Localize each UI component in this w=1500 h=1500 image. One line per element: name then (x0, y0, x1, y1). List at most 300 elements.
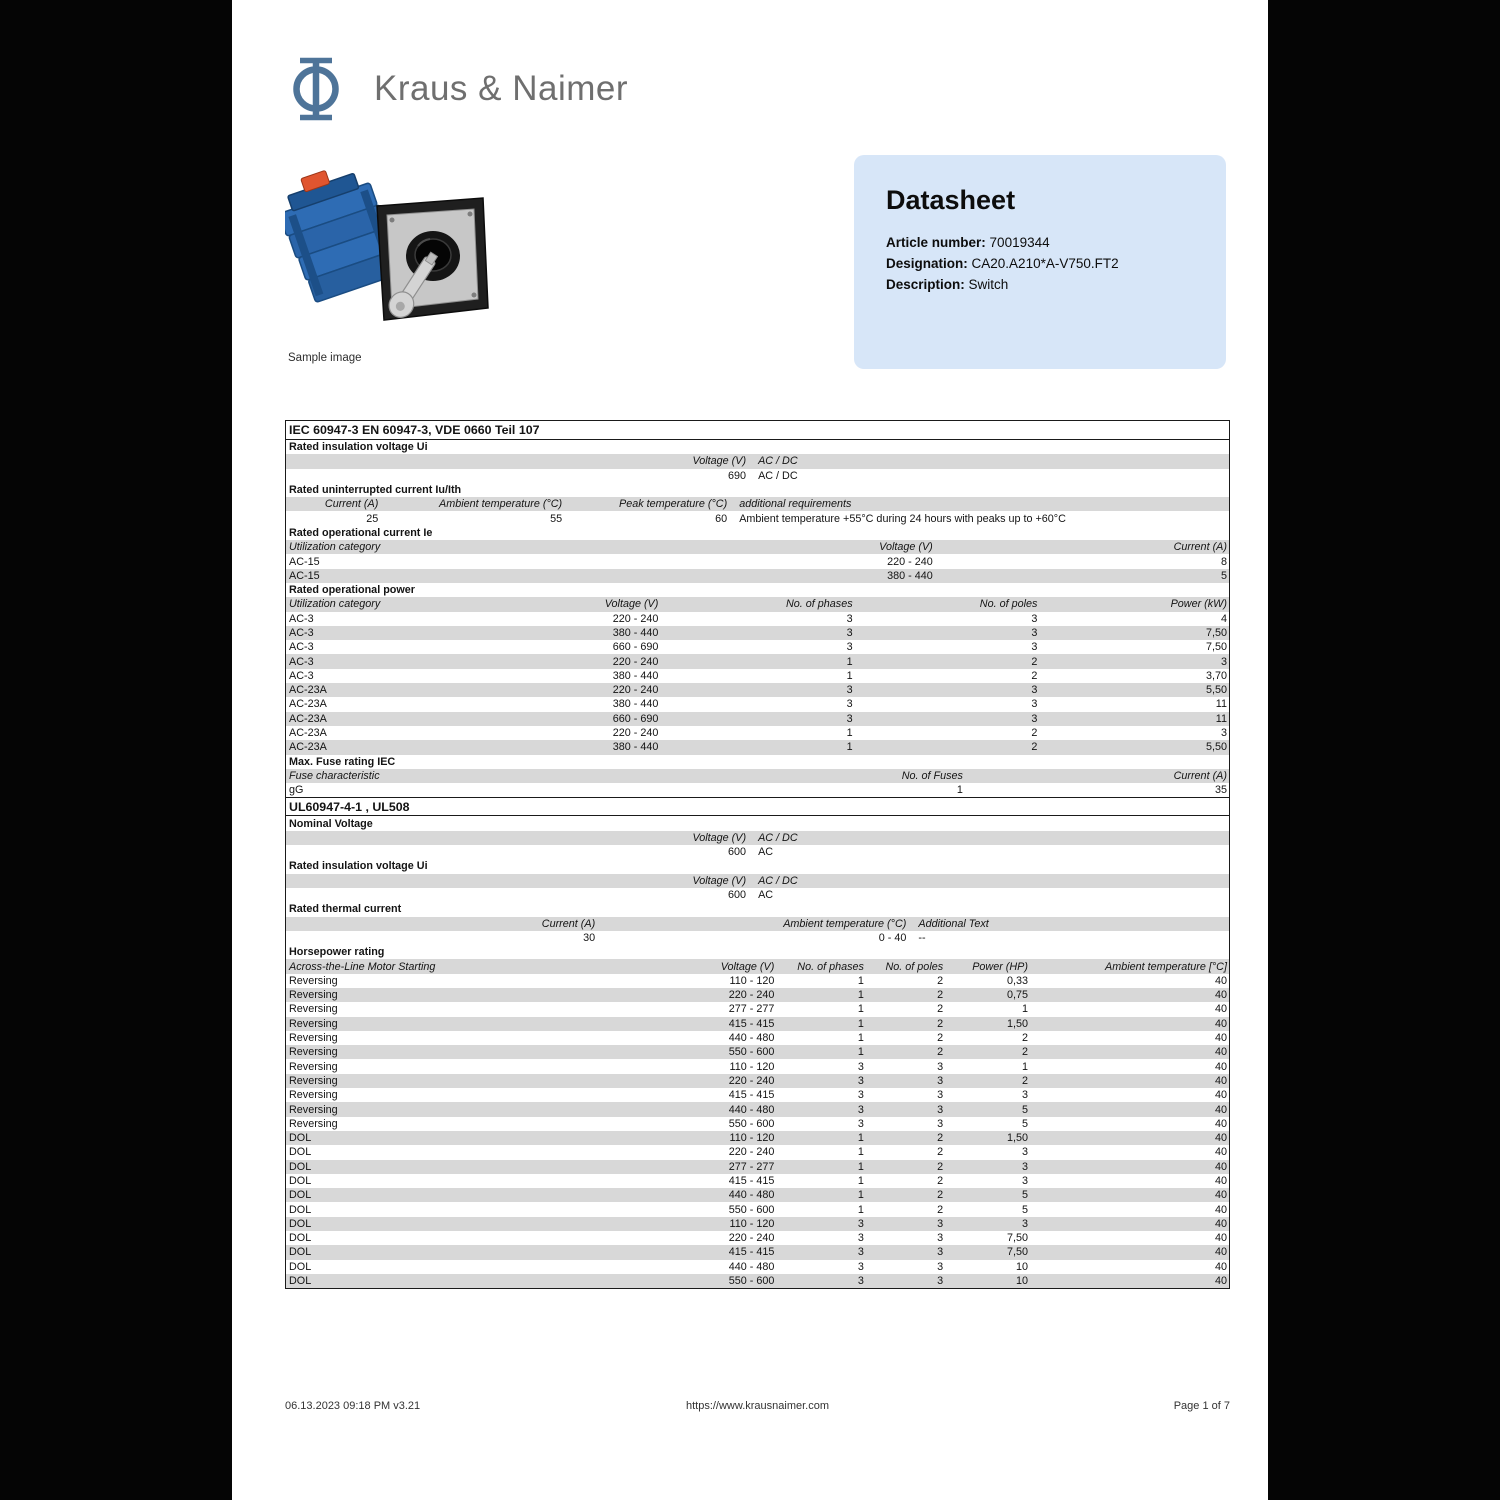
table-cell: 220 - 240 (728, 1074, 775, 1087)
table-cell: 660 - 690 (612, 712, 659, 725)
table-row (286, 1217, 1229, 1231)
table-cell: Reversing (289, 974, 338, 987)
table-cell: 2 (1031, 655, 1038, 668)
table-cell: 3 (1031, 612, 1038, 625)
table-cell: 40 (1214, 1146, 1227, 1159)
sample-image-caption: Sample image (288, 352, 362, 364)
table-cell: 2 (1031, 669, 1038, 682)
table-cell: 4 (1220, 612, 1227, 625)
brand-name: Kraus & Naimer (374, 69, 629, 108)
table-row (286, 845, 1229, 859)
table-cell: DOL (289, 1189, 312, 1202)
table-cell: 40 (1214, 1032, 1227, 1045)
table-cell: 3 (857, 1103, 864, 1116)
table-cell: Voltage (V) (692, 455, 747, 468)
table-cell: 3 (937, 1103, 944, 1116)
table-cell: 3 (1031, 684, 1038, 697)
table-cell: No. of poles (885, 960, 944, 973)
table-cell: 2 (1021, 1074, 1028, 1087)
table-subtitle: Max. Fuse rating IEC (289, 755, 396, 768)
table-row (286, 1059, 1229, 1073)
table-cell: 3 (846, 684, 853, 697)
table-cell: 440 - 480 (728, 1032, 775, 1045)
table-cell: DOL (289, 1275, 312, 1288)
table-section-title: IEC 60947-3 EN 60947-3, VDE 0660 Teil 107 (286, 421, 1229, 440)
table-cell: AC-23A (289, 684, 327, 697)
table-row (286, 511, 1229, 525)
table-cell: AC-15 (289, 555, 320, 568)
article-number-field (886, 232, 1194, 253)
table-row (286, 988, 1229, 1002)
table-cell: Current (A) (1173, 769, 1227, 782)
table-header-row (286, 874, 1229, 888)
table-cell: 40 (1214, 1275, 1227, 1288)
table-cell: 7,50 (1006, 1246, 1028, 1259)
table-cell: Reversing (289, 1046, 338, 1059)
table-row (286, 740, 1229, 754)
table-cell: 10 (1015, 1275, 1028, 1288)
table-cell: 40 (1214, 1160, 1227, 1173)
table-cell: 11 (1215, 712, 1227, 725)
table-header-row (286, 597, 1229, 611)
table-cell: 1 (857, 1174, 864, 1187)
table-cell: 40 (1214, 1089, 1227, 1102)
table-cell: 1,50 (1006, 1132, 1028, 1145)
table-row (286, 683, 1229, 697)
table-cell: 40 (1214, 1246, 1227, 1259)
table-cell: 440 - 480 (728, 1103, 775, 1116)
table-cell: Reversing (289, 1089, 338, 1102)
table-cell: AC-3 (289, 669, 314, 682)
table-cell: AC-3 (289, 612, 314, 625)
table-cell: Voltage (V) (720, 960, 775, 973)
table-cell: 220 - 240 (728, 1232, 775, 1245)
table-cell: 550 - 600 (728, 1117, 775, 1130)
table-cell: 1 (857, 1132, 864, 1145)
table-row (286, 669, 1229, 683)
table-cell: 3 (937, 1275, 944, 1288)
table-cell: 2 (1021, 1046, 1028, 1059)
table-cell: 415 - 415 (728, 1174, 775, 1187)
table-cell: 550 - 600 (728, 1275, 775, 1288)
table-cell: DOL (289, 1174, 312, 1187)
table-cell: 2 (937, 1032, 944, 1045)
table-cell: DOL (289, 1146, 312, 1159)
table-row (286, 612, 1229, 626)
table-cell: 3 (857, 1117, 864, 1130)
table-row (286, 1145, 1229, 1159)
table-cell: -- (918, 931, 926, 944)
table-row (286, 1102, 1229, 1116)
table-cell: 1,50 (1006, 1017, 1028, 1030)
table-row (286, 1088, 1229, 1102)
table-cell: 3 (846, 641, 853, 654)
table-cell: 380 - 440 (612, 669, 659, 682)
table-cell: AC-3 (289, 641, 314, 654)
table-cell: 277 - 277 (728, 1003, 775, 1016)
table-cell: 40 (1214, 1074, 1227, 1087)
table-cell: 5,50 (1205, 741, 1227, 754)
table-cell: 1 (857, 1203, 864, 1216)
table-cell: 220 - 240 (728, 1146, 775, 1159)
description-value: Switch (968, 277, 1009, 292)
table-cell: 3 (1031, 712, 1038, 725)
table-cell: 110 - 120 (729, 1217, 775, 1230)
table-cell: DOL (289, 1217, 312, 1230)
table-cell: 220 - 240 (612, 727, 659, 740)
table-cell: AC / DC (758, 455, 798, 468)
table-cell: 10 (1015, 1260, 1028, 1273)
table-cell: 440 - 480 (728, 1260, 775, 1273)
table-cell: Ambient temperature +55°C during 24 hours with peaks up to +60°C (739, 512, 1066, 525)
table-cell: 35 (1214, 784, 1227, 797)
table-cell: 1 (1021, 1003, 1028, 1016)
table-cell: 1 (857, 1146, 864, 1159)
table-cell: AC-15 (289, 569, 320, 582)
footer-url[interactable]: https://www.krausnaimer.com (685, 1400, 830, 1412)
table-cell: 1 (857, 1160, 864, 1173)
table-row (286, 1160, 1229, 1174)
table-cell: 3 (857, 1246, 864, 1259)
table-cell: 3 (857, 1089, 864, 1102)
table-cell: 440 - 480 (728, 1189, 775, 1202)
table-cell: AC / DC (758, 874, 798, 887)
table-cell: 40 (1214, 1203, 1227, 1216)
table-cell: 2 (937, 1146, 944, 1159)
table-cell: gG (289, 784, 304, 797)
table-cell: 550 - 600 (728, 1203, 775, 1216)
table-cell: 2 (937, 1189, 944, 1202)
table-row (286, 1274, 1229, 1288)
table-cell: AC-23A (289, 698, 327, 711)
table-cell: Peak temperature (°C) (619, 498, 728, 511)
table-cell: AC / DC (758, 831, 798, 844)
description-field (886, 274, 1194, 295)
table-cell: 1 (1021, 1060, 1028, 1073)
table-cell: 40 (1214, 1132, 1227, 1145)
phi-logo-icon (284, 56, 348, 122)
table-cell: 1 (846, 669, 853, 682)
table-row (286, 1260, 1229, 1274)
table-cell: 380 - 440 (887, 569, 933, 582)
table-cell: Current (A) (324, 498, 379, 511)
table-cell: Voltage (V) (879, 541, 933, 554)
table-row (286, 888, 1229, 902)
table-cell: 11 (1215, 698, 1227, 711)
table-subtitle: Horsepower rating (289, 946, 385, 959)
table-cell: 2 (1031, 741, 1038, 754)
table-row (286, 1017, 1229, 1031)
table-cell: 5 (1021, 1103, 1028, 1116)
description-label: Description: (886, 277, 965, 292)
table-cell: Reversing (289, 1103, 338, 1116)
table-cell: 3 (937, 1260, 944, 1273)
table-cell: 3 (937, 1246, 944, 1259)
table-cell: 1 (857, 1046, 864, 1059)
table-cell: 1 (857, 1032, 864, 1045)
table-subtitle: Nominal Voltage (289, 817, 373, 830)
table-row (286, 712, 1229, 726)
table-cell: Reversing (289, 1003, 338, 1016)
table-cell: DOL (289, 1160, 312, 1173)
table-cell: 40 (1214, 1260, 1227, 1273)
table-row (286, 697, 1229, 711)
table-cell: 110 - 120 (729, 1060, 775, 1073)
table-row (286, 1174, 1229, 1188)
table-cell: Voltage (V) (604, 598, 659, 611)
table-cell: 25 (366, 512, 379, 525)
table-cell: AC-3 (289, 655, 314, 668)
table-cell: 3 (937, 1089, 944, 1102)
table-header-row (286, 917, 1229, 931)
table-row (286, 1117, 1229, 1131)
table-row (286, 974, 1229, 988)
table-cell: Voltage (V) (692, 874, 747, 887)
table-cell: 1 (857, 989, 864, 1002)
table-cell: 0,75 (1006, 989, 1028, 1002)
table-cell: 600 (728, 846, 747, 859)
table-row (286, 1045, 1229, 1059)
table-cell: 3 (857, 1060, 864, 1073)
table-row (286, 569, 1229, 583)
table-cell: 3 (846, 627, 853, 639)
table-cell: 5 (1021, 1117, 1028, 1130)
table-cell: 40 (1214, 1117, 1227, 1130)
table-row (286, 626, 1229, 640)
table-cell: 2 (937, 1017, 944, 1030)
table-row (286, 931, 1229, 945)
table-cell: Reversing (289, 1032, 338, 1045)
table-cell: Across-the-Line Motor Starting (289, 960, 436, 973)
table-subtitle: Rated operational power (289, 584, 415, 597)
table-subtitle: Rated uninterrupted current Iu/Ith (289, 484, 462, 497)
table-cell: AC-23A (289, 712, 327, 725)
table-cell: 3 (846, 698, 853, 711)
table-cell: No. of poles (979, 598, 1038, 611)
table-subtitle: Rated insulation voltage Ui (289, 860, 428, 873)
table-cell: 0,33 (1006, 974, 1028, 987)
table-cell: Utilization category (289, 541, 381, 554)
table-header-row (286, 959, 1229, 973)
table-cell: 415 - 415 (728, 1089, 775, 1102)
table-cell: 3 (857, 1275, 864, 1288)
table-row (286, 1002, 1229, 1016)
designation-label: Designation: (886, 256, 968, 271)
table-cell: No. of Fuses (901, 769, 963, 782)
table-cell: 690 (728, 469, 747, 482)
table-cell: DOL (289, 1203, 312, 1216)
table-cell: 277 - 277 (728, 1160, 775, 1173)
table-cell: 60 (715, 512, 728, 525)
table-cell: 2 (937, 1160, 944, 1173)
table-cell: AC / DC (758, 469, 798, 482)
table-cell: No. of phases (797, 960, 864, 973)
table-cell: 3 (1021, 1089, 1028, 1102)
table-row (286, 469, 1229, 483)
table-cell: 600 (728, 889, 747, 902)
switch-illustration-icon (285, 156, 497, 348)
table-cell: 3 (1021, 1160, 1028, 1173)
table-row (286, 726, 1229, 740)
table-cell: 220 - 240 (887, 555, 933, 568)
table-cell: 5 (1021, 1203, 1028, 1216)
table-cell: AC-23A (289, 741, 327, 754)
table-cell: AC-3 (289, 627, 314, 639)
table-header-row (286, 769, 1229, 783)
table-cell: DOL (289, 1232, 312, 1245)
table-cell: 1 (846, 655, 853, 668)
table-cell: 3 (937, 1074, 944, 1087)
table-cell: 3 (1031, 698, 1038, 711)
table-cell: 380 - 440 (612, 741, 659, 754)
table-cell: Reversing (289, 1060, 338, 1073)
table-cell: 2 (937, 989, 944, 1002)
table-cell: 3 (857, 1260, 864, 1273)
table-row (286, 1074, 1229, 1088)
table-header-row (286, 831, 1229, 845)
datasheet-infobox (854, 155, 1226, 369)
table-cell: 220 - 240 (612, 684, 659, 697)
table-cell: 40 (1214, 1060, 1227, 1073)
datasheet-title: Datasheet (886, 185, 1016, 215)
table-cell: 40 (1214, 1046, 1227, 1059)
table-cell: 40 (1214, 1174, 1227, 1187)
table-cell: 550 - 600 (728, 1046, 775, 1059)
table-cell: 3 (937, 1117, 944, 1130)
table-cell: DOL (289, 1246, 312, 1259)
table-cell: No. of phases (785, 598, 853, 611)
table-cell: 380 - 440 (612, 698, 659, 711)
table-cell: 3 (1031, 641, 1038, 654)
table-cell: 220 - 240 (612, 655, 659, 668)
table-cell: 3 (857, 1232, 864, 1245)
table-cell: 40 (1214, 974, 1227, 987)
table-row (286, 654, 1229, 668)
designation-value: CA20.A210*A-V750.FT2 (971, 256, 1119, 271)
table-row (286, 1245, 1229, 1259)
table-section-title: UL60947-4-1 , UL508 (286, 797, 1229, 816)
table-cell: 1 (857, 1017, 864, 1030)
table-cell: 0 - 40 (878, 931, 907, 944)
table-cell: Power (HP) (972, 960, 1028, 973)
table-cell: 2 (937, 1003, 944, 1016)
table-cell: 3 (1220, 727, 1227, 740)
table-cell: 1 (857, 1189, 864, 1202)
table-cell: 40 (1214, 1003, 1227, 1016)
table-subtitle: Rated thermal current (289, 903, 402, 916)
table-cell: 3 (857, 1074, 864, 1087)
table-cell: 1 (956, 784, 963, 797)
footer-page-number: Page 1 of 7 (1173, 1400, 1230, 1412)
table-cell: 7,50 (1006, 1232, 1028, 1245)
table-cell: 3 (1021, 1146, 1028, 1159)
table-cell: 40 (1214, 1232, 1227, 1245)
table-cell: Ambient temperature (°C) (783, 917, 907, 930)
table-cell: Reversing (289, 989, 338, 1002)
table-cell: Fuse characteristic (289, 769, 380, 782)
table-cell: 40 (1214, 1217, 1227, 1230)
table-cell: 2 (1021, 1032, 1028, 1045)
table-cell: Power (kW) (1170, 598, 1227, 611)
table-cell: additional requirements (739, 498, 852, 511)
table-cell: 220 - 240 (728, 989, 775, 1002)
table-cell: DOL (289, 1132, 312, 1145)
table-cell: Utilization category (289, 598, 381, 611)
table-cell: 3 (937, 1217, 944, 1230)
document-page (232, 0, 1268, 1500)
table-cell: 380 - 440 (612, 627, 659, 639)
product-image (285, 156, 497, 348)
table-cell: 415 - 415 (728, 1246, 775, 1259)
table-cell: 40 (1214, 1189, 1227, 1202)
table-cell: Ambient temperature (°C) (439, 498, 563, 511)
table-cell: Additional Text (918, 917, 989, 930)
table-header-row (286, 497, 1229, 511)
table-cell: 2 (937, 1174, 944, 1187)
table-cell: DOL (289, 1260, 312, 1273)
designation-field (886, 253, 1194, 274)
article-number-value: 70019344 (989, 235, 1050, 250)
table-cell: 110 - 120 (729, 1132, 775, 1145)
footer-date-version: 06.13.2023 09:18 PM v3.21 (285, 1400, 421, 1412)
table-cell: 660 - 690 (612, 641, 659, 654)
table-cell: Ambient temperature [°C] (1105, 960, 1227, 973)
table-cell: 3 (1220, 655, 1227, 668)
table-cell: 2 (937, 1046, 944, 1059)
table-cell: 7,50 (1205, 627, 1227, 639)
table-cell: AC (758, 846, 774, 859)
table-cell: 3 (937, 1232, 944, 1245)
table-cell: 40 (1214, 989, 1227, 1002)
table-cell: Current (A) (1173, 541, 1227, 554)
table-row (286, 783, 1229, 797)
table-cell: Voltage (V) (692, 831, 747, 844)
table-header-row (286, 454, 1229, 468)
table-cell: 110 - 120 (729, 974, 775, 987)
table-cell: 3 (1031, 627, 1038, 639)
table-cell: 1 (857, 1003, 864, 1016)
table-row (286, 1202, 1229, 1216)
table-cell: 3 (857, 1217, 864, 1230)
table-cell: 5 (1220, 569, 1227, 582)
table-subtitle: Rated operational current Ie (289, 526, 433, 539)
table-cell: 3 (937, 1060, 944, 1073)
table-cell: 2 (937, 1203, 944, 1216)
table-cell: 5 (1021, 1189, 1028, 1202)
table-subtitle: Rated insulation voltage Ui (289, 441, 428, 454)
table-cell: 2 (937, 1132, 944, 1145)
table-cell: 55 (550, 512, 563, 525)
table-cell: 5,50 (1205, 684, 1227, 697)
table-cell: 3 (1021, 1217, 1028, 1230)
table-cell: 8 (1220, 555, 1227, 568)
table-row (286, 1031, 1229, 1045)
table-cell: 30 (583, 931, 596, 944)
table-cell: AC-23A (289, 727, 327, 740)
brand-logo (284, 56, 628, 122)
table-cell: 7,50 (1205, 641, 1227, 654)
table-row (286, 1131, 1229, 1145)
table-header-row (286, 540, 1229, 554)
table-cell: 1 (846, 727, 853, 740)
table-row (286, 1188, 1229, 1202)
table-cell: 3 (846, 712, 853, 725)
table-cell: 220 - 240 (612, 612, 659, 625)
spec-table (285, 420, 1230, 1289)
table-cell: 2 (937, 974, 944, 987)
table-row (286, 1231, 1229, 1245)
article-number-label: Article number: (886, 235, 986, 250)
